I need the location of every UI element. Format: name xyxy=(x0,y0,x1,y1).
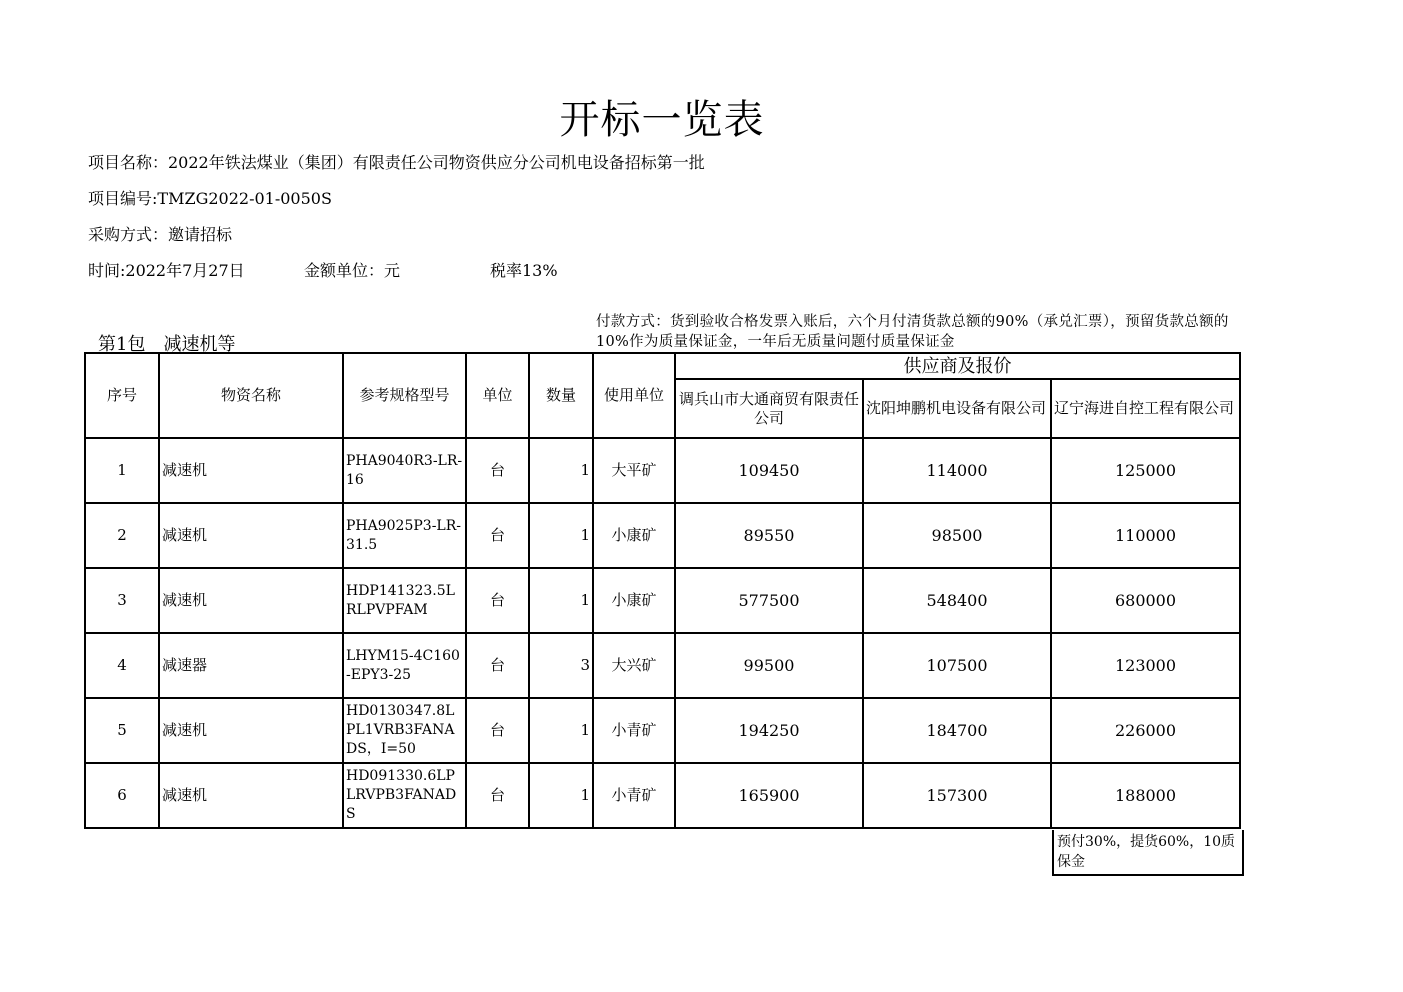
table-row xyxy=(85,698,1240,763)
cell-dept: 小青矿 xyxy=(593,763,675,828)
bid-table xyxy=(84,352,1241,829)
cell-spec: LHYM15-4C160-EPY3-25 xyxy=(343,633,466,698)
cell-spec: PHA9025P3-LR-31.5 xyxy=(343,503,466,568)
cell-qty: 1 xyxy=(529,698,593,763)
header-name: 物资名称 xyxy=(159,353,343,438)
header-qty: 数量 xyxy=(529,353,593,438)
cell-price: 107500 xyxy=(863,633,1051,698)
package-label: 第1包 减速机等 xyxy=(98,334,236,355)
table-row xyxy=(85,568,1240,633)
cell-price: 165900 xyxy=(675,763,863,828)
cell-price: 188000 xyxy=(1051,763,1240,828)
cell-seq: 2 xyxy=(85,503,159,568)
cell-price: 194250 xyxy=(675,698,863,763)
cell-price: 125000 xyxy=(1051,438,1240,503)
cell-dept: 小青矿 xyxy=(593,698,675,763)
tax-rate: 税率13% xyxy=(490,261,558,280)
cell-seq: 5 xyxy=(85,698,159,763)
cell-name: 减速器 xyxy=(159,633,343,698)
amount-unit: 金额单位：元 xyxy=(304,261,401,280)
cell-price: 114000 xyxy=(863,438,1051,503)
cell-unit: 台 xyxy=(466,438,529,503)
cell-price: 184700 xyxy=(863,698,1051,763)
cell-dept: 大兴矿 xyxy=(593,633,675,698)
cell-spec: HD091330.6LPLRVPB3FANADS xyxy=(343,763,466,828)
payment-terms: 付款方式：货到验收合格发票入账后，六个月付清货款总额的90%（承兑汇票），预留货款总额的10%作为质量保证金，一年后无质量问题付质量保证金 xyxy=(596,314,1229,350)
cell-name: 减速机 xyxy=(159,568,343,633)
cell-price: 548400 xyxy=(863,568,1051,633)
header-spec: 参考规格型号 xyxy=(343,353,466,438)
table-row xyxy=(85,438,1240,503)
project-name: 项目名称：2022年铁法煤业（集团）有限责任公司物资供应分公司机电设备招标第一批 xyxy=(88,153,705,172)
header-dept: 使用单位 xyxy=(593,353,675,438)
cell-price: 123000 xyxy=(1051,633,1240,698)
supplier-name: 调兵山市大通商贸有限责任公司 xyxy=(675,379,863,438)
cell-qty: 1 xyxy=(529,438,593,503)
header-seq: 序号 xyxy=(85,353,159,438)
table-row xyxy=(85,763,1240,828)
meta-line xyxy=(88,258,558,281)
project-number: 项目编号:TMZG2022-01-0050S xyxy=(88,189,332,208)
cell-unit: 台 xyxy=(466,568,529,633)
bid-time: 时间:2022年7月27日 xyxy=(88,261,245,280)
cell-seq: 6 xyxy=(85,763,159,828)
cell-price: 98500 xyxy=(863,503,1051,568)
cell-price: 680000 xyxy=(1051,568,1240,633)
cell-name: 减速机 xyxy=(159,438,343,503)
cell-qty: 3 xyxy=(529,633,593,698)
cell-seq: 1 xyxy=(85,438,159,503)
cell-unit: 台 xyxy=(466,633,529,698)
supplier-name: 沈阳坤鹏机电设备有限公司 xyxy=(863,379,1051,438)
header-suppliers: 供应商及报价 xyxy=(675,353,1240,379)
cell-name: 减速机 xyxy=(159,763,343,828)
cell-spec: PHA9040R3-LR-16 xyxy=(343,438,466,503)
cell-seq: 4 xyxy=(85,633,159,698)
cell-price: 577500 xyxy=(675,568,863,633)
supplier-3-payment-note: 预付30%，提货60%，10质保金 xyxy=(1052,830,1244,876)
cell-qty: 1 xyxy=(529,763,593,828)
purchase-method: 采购方式：邀请招标 xyxy=(88,225,233,244)
cell-spec: HD0130347.8LPL1VRB3FANADS，I=50 xyxy=(343,698,466,763)
cell-qty: 1 xyxy=(529,568,593,633)
cell-price: 226000 xyxy=(1051,698,1240,763)
page-title: 开标一览表 xyxy=(559,97,765,143)
cell-unit: 台 xyxy=(466,698,529,763)
cell-price: 109450 xyxy=(675,438,863,503)
cell-price: 89550 xyxy=(675,503,863,568)
table-row xyxy=(85,503,1240,568)
cell-seq: 3 xyxy=(85,568,159,633)
cell-spec: HDP141323.5LRLPVPFAM xyxy=(343,568,466,633)
header-unit: 单位 xyxy=(466,353,529,438)
cell-price: 157300 xyxy=(863,763,1051,828)
cell-unit: 台 xyxy=(466,503,529,568)
table-row xyxy=(85,633,1240,698)
supplier-name: 辽宁海进自控工程有限公司 xyxy=(1051,379,1240,438)
cell-price: 110000 xyxy=(1051,503,1240,568)
cell-unit: 台 xyxy=(466,763,529,828)
cell-dept: 小康矿 xyxy=(593,503,675,568)
cell-name: 减速机 xyxy=(159,503,343,568)
cell-name: 减速机 xyxy=(159,698,343,763)
cell-dept: 大平矿 xyxy=(593,438,675,503)
cell-price: 99500 xyxy=(675,633,863,698)
cell-qty: 1 xyxy=(529,503,593,568)
cell-dept: 小康矿 xyxy=(593,568,675,633)
